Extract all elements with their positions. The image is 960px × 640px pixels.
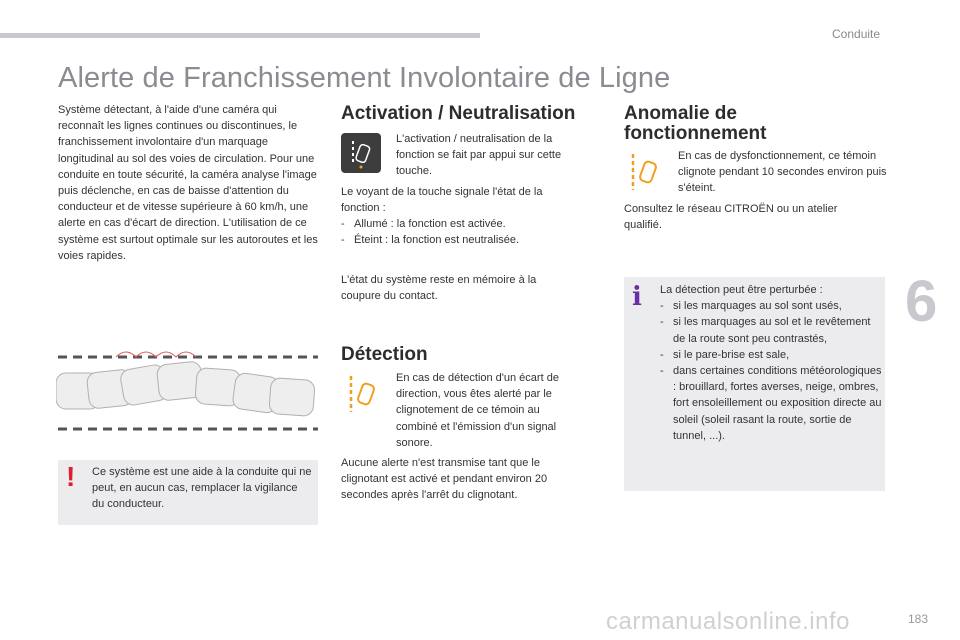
list-item: - si le pare-brise est sale, [660, 348, 790, 361]
list-item: - si les marquages au sol et le revêtement de la route sont peu contrastés, [660, 316, 871, 345]
lane-departure-fault-icon [628, 152, 664, 192]
chapter-number: 6 [905, 269, 938, 334]
activation-heading: Activation / Neutralisation [341, 103, 576, 124]
header-bar [0, 33, 480, 38]
watermark: carmanualsonline.info [606, 608, 850, 635]
malfunction-contact: Consultez le réseau CITROËN ou un atelier qualifié. [624, 203, 838, 232]
info-note-content [660, 282, 882, 444]
detection-note: Aucune alerte n'est transmise tant que le clignotant est activé et pendant environ 20 secondes après l'arrêt du clignotant. [341, 457, 548, 502]
malfunction-text: En cas de dysfonctionnement, ce témoin clignote pendant 10 secondes environ puis s'éteint. [678, 150, 887, 195]
indicator-text: Le voyant de la touche signale l'état de la fonction : [341, 186, 543, 215]
info-icon: i [632, 282, 642, 312]
list-item: - Éteint : la fonction est neutralisée. [341, 234, 520, 247]
list-item: - si les marquages au sol sont usés, [660, 300, 842, 313]
page-number: 183 [908, 612, 929, 626]
page-title: Alerte de Franchissement Involontaire de Ligne [58, 62, 671, 94]
car-lane-drift-illustration [56, 343, 322, 433]
detection-text: En cas de détection d'un écart de direction, vous êtes alerté par le clignotement de ce témoin au combiné et l'émission d'un signal sonore. [396, 372, 559, 449]
list-item: - Allumé : la fonction est activée. [341, 218, 506, 230]
detection-heading: Détection [341, 344, 428, 365]
malfunction-heading: Anomalie de fonctionnement [624, 103, 767, 144]
info-note-intro: La détection peut être perturbée : [660, 284, 823, 296]
list-item: - dans certaines conditions météorologiques : brouillard, fortes averses, neige, ombres, fort ensoleillement ou exposition directe au soleil (soleil rasant la route, sortie de tunnel, ...). [660, 365, 882, 442]
activation-list [341, 216, 581, 248]
memory-text: L'état du système reste en mémoire à la coupure du contact. [341, 274, 537, 303]
lane-departure-button-icon [341, 133, 381, 173]
activation-button-text: L'activation / neutralisation de la fonction se fait par appui sur cette touche. [396, 133, 562, 178]
lane-departure-warning-icon [346, 374, 382, 414]
intro-text: Système détectant, à l'aide d'une caméra qui reconnaît les lignes continues ou discontinues, le franchissement involontaire d'un marquage longitudinal au sol des voies de circulation. Pour une conduite en toute sécurité, la caméra analyse l'image puis déclenche, en cas de baisse d'attention du conducteur et de vitesse supérieure à 60 km/h, une alerte en cas d'écart de direction. L'utilisation de ce système est surtout optimale sur les autoroutes et les voies rapides. [58, 104, 318, 262]
warning-icon: ! [66, 461, 76, 492]
warning-note-text: Ce système est une aide à la conduite qui ne peut, en aucun cas, remplacer la vigilance du conducteur. [92, 466, 312, 511]
section-label: Conduite [832, 27, 881, 41]
